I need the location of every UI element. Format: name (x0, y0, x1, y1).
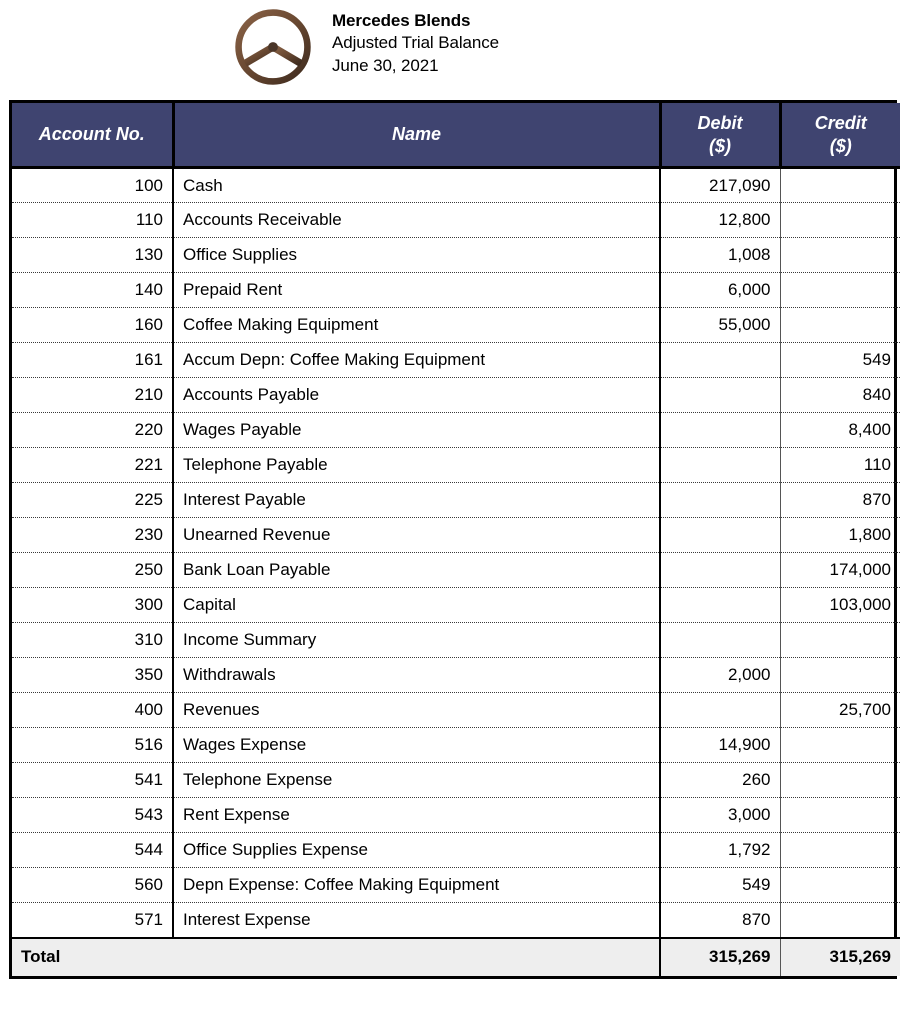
document-header (0, 0, 924, 100)
table-row (12, 833, 900, 868)
cell-account-no: 225 (12, 483, 173, 518)
cell-account-name: Office Supplies (173, 238, 660, 273)
cell-account-name: Accum Depn: Coffee Making Equipment (173, 343, 660, 378)
cell-credit-amount (780, 308, 900, 343)
cell-credit-amount: 25,700 (780, 693, 900, 728)
table-row (12, 728, 900, 763)
cell-account-no: 110 (12, 203, 173, 238)
table-row (12, 413, 900, 448)
column-header-debit-line1: Debit (697, 113, 743, 133)
cell-account-name: Wages Expense (173, 728, 660, 763)
cell-debit-amount (660, 693, 780, 728)
table-row (12, 483, 900, 518)
cell-account-no: 516 (12, 728, 173, 763)
cell-credit-amount (780, 903, 900, 938)
cell-account-no: 541 (12, 763, 173, 798)
table-row (12, 763, 900, 798)
cell-credit-amount (780, 658, 900, 693)
table-row (12, 518, 900, 553)
cell-account-name: Accounts Receivable (173, 203, 660, 238)
cell-account-name: Interest Payable (173, 483, 660, 518)
table-row (12, 553, 900, 588)
table-row (12, 903, 900, 938)
cell-debit-amount: 1,008 (660, 238, 780, 273)
cell-debit-amount: 1,792 (660, 833, 780, 868)
cell-credit-amount (780, 623, 900, 658)
cell-credit-amount: 1,800 (780, 518, 900, 553)
cell-account-name: Office Supplies Expense (173, 833, 660, 868)
table-row (12, 308, 900, 343)
cell-account-name: Wages Payable (173, 413, 660, 448)
cell-credit-amount (780, 798, 900, 833)
table-row (12, 378, 900, 413)
cell-account-name: Interest Expense (173, 903, 660, 938)
total-debit: 315,269 (660, 938, 780, 976)
cell-debit-amount (660, 378, 780, 413)
cell-debit-amount (660, 413, 780, 448)
cell-account-no: 300 (12, 588, 173, 623)
cell-account-no: 210 (12, 378, 173, 413)
cell-account-name: Capital (173, 588, 660, 623)
cell-account-name: Depn Expense: Coffee Making Equipment (173, 868, 660, 903)
table-header (12, 103, 900, 168)
cell-debit-amount: 14,900 (660, 728, 780, 763)
cell-account-name: Income Summary (173, 623, 660, 658)
cell-account-no: 160 (12, 308, 173, 343)
cell-credit-amount (780, 168, 900, 203)
cell-credit-amount: 174,000 (780, 553, 900, 588)
cell-account-name: Revenues (173, 693, 660, 728)
cell-credit-amount: 8,400 (780, 413, 900, 448)
cell-debit-amount: 6,000 (660, 273, 780, 308)
cell-account-name: Telephone Expense (173, 763, 660, 798)
cell-account-no: 543 (12, 798, 173, 833)
column-header-debit (660, 103, 780, 168)
cell-debit-amount: 549 (660, 868, 780, 903)
table-body (12, 168, 900, 938)
table-footer (12, 938, 900, 976)
cell-credit-amount: 110 (780, 448, 900, 483)
table-row (12, 658, 900, 693)
cell-debit-amount: 260 (660, 763, 780, 798)
cell-credit-amount (780, 728, 900, 763)
cell-debit-amount: 870 (660, 903, 780, 938)
mercedes-star-coffee-logo-icon (232, 6, 314, 88)
cell-debit-amount (660, 518, 780, 553)
column-header-name: Name (173, 103, 660, 168)
total-credit: 315,269 (780, 938, 900, 976)
cell-credit-amount (780, 273, 900, 308)
column-header-debit-line2: ($) (709, 135, 731, 156)
column-header-credit-line1: Credit (814, 113, 867, 133)
table-row (12, 693, 900, 728)
table-row (12, 798, 900, 833)
table-row (12, 238, 900, 273)
cell-account-no: 220 (12, 413, 173, 448)
cell-account-name: Withdrawals (173, 658, 660, 693)
table-row (12, 168, 900, 203)
table-row (12, 203, 900, 238)
cell-account-no: 571 (12, 903, 173, 938)
cell-debit-amount: 3,000 (660, 798, 780, 833)
cell-account-no: 161 (12, 343, 173, 378)
column-header-account-no: Account No. (12, 103, 173, 168)
cell-credit-amount (780, 868, 900, 903)
table-header-row (12, 103, 900, 168)
cell-account-no: 350 (12, 658, 173, 693)
cell-account-name: Telephone Payable (173, 448, 660, 483)
cell-account-name: Prepaid Rent (173, 273, 660, 308)
cell-debit-amount (660, 553, 780, 588)
trial-balance-table-container (9, 100, 897, 979)
cell-account-no: 310 (12, 623, 173, 658)
cell-account-no: 544 (12, 833, 173, 868)
table-row (12, 623, 900, 658)
cell-account-no: 560 (12, 868, 173, 903)
cell-account-no: 100 (12, 168, 173, 203)
cell-credit-amount (780, 238, 900, 273)
cell-credit-amount: 549 (780, 343, 900, 378)
cell-credit-amount: 870 (780, 483, 900, 518)
table-row (12, 588, 900, 623)
report-title-block (332, 4, 499, 77)
cell-credit-amount (780, 203, 900, 238)
cell-debit-amount (660, 483, 780, 518)
cell-account-no: 250 (12, 553, 173, 588)
cell-account-no: 140 (12, 273, 173, 308)
table-row (12, 448, 900, 483)
cell-account-no: 400 (12, 693, 173, 728)
table-row (12, 273, 900, 308)
cell-credit-amount: 840 (780, 378, 900, 413)
cell-debit-amount: 217,090 (660, 168, 780, 203)
report-date: June 30, 2021 (332, 55, 439, 75)
cell-debit-amount: 12,800 (660, 203, 780, 238)
cell-debit-amount: 2,000 (660, 658, 780, 693)
cell-credit-amount (780, 833, 900, 868)
cell-account-name: Accounts Payable (173, 378, 660, 413)
table-row (12, 343, 900, 378)
report-title: Adjusted Trial Balance (332, 33, 499, 53)
cell-debit-amount: 55,000 (660, 308, 780, 343)
column-header-credit-line2: ($) (829, 135, 852, 156)
total-label: Total (12, 938, 660, 976)
cell-credit-amount (780, 763, 900, 798)
trial-balance-table (12, 103, 900, 976)
cell-account-name: Bank Loan Payable (173, 553, 660, 588)
table-row (12, 868, 900, 903)
cell-debit-amount (660, 448, 780, 483)
cell-debit-amount (660, 588, 780, 623)
company-name: Mercedes Blends (332, 11, 471, 30)
cell-debit-amount (660, 343, 780, 378)
cell-account-no: 230 (12, 518, 173, 553)
cell-account-name: Rent Expense (173, 798, 660, 833)
column-header-credit (780, 103, 900, 168)
cell-debit-amount (660, 623, 780, 658)
cell-account-name: Cash (173, 168, 660, 203)
cell-account-name: Coffee Making Equipment (173, 308, 660, 343)
cell-credit-amount: 103,000 (780, 588, 900, 623)
cell-account-no: 221 (12, 448, 173, 483)
total-row (12, 938, 900, 976)
cell-account-name: Unearned Revenue (173, 518, 660, 553)
cell-account-no: 130 (12, 238, 173, 273)
